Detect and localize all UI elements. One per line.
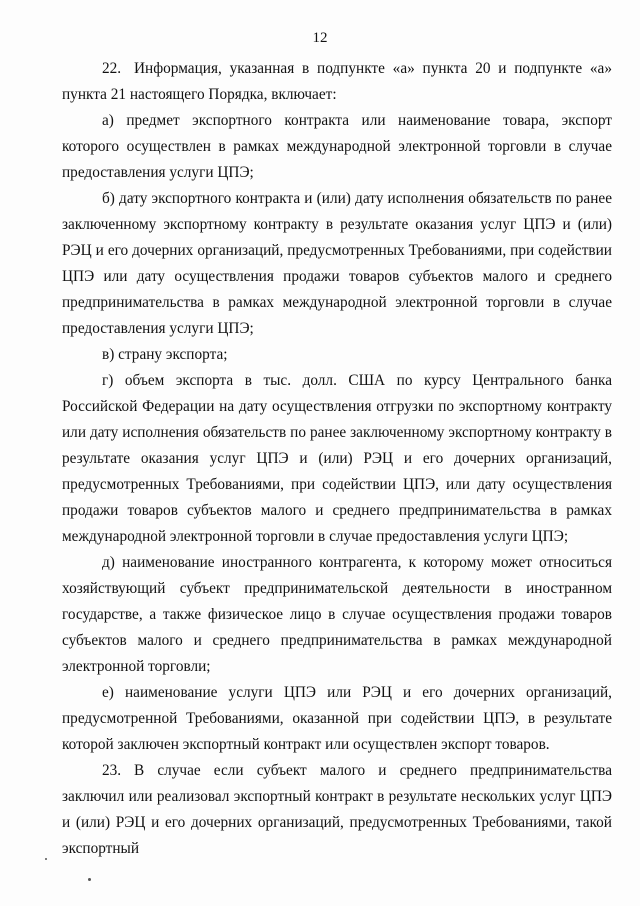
paragraph-item-d — [62, 550, 612, 680]
paragraph-text: в) страну экспорта; — [102, 346, 228, 363]
clause-number: 22. — [102, 60, 122, 77]
scan-speck — [88, 878, 91, 881]
paragraph-item-b — [62, 186, 612, 342]
scan-speck — [45, 858, 47, 860]
paragraph-text: г) объем экспорта в тыс. долл. США по курсу Центрального банка Российской Федерации на дату осуществления отгрузки по экспортному контракту или дату исполнения обязательств по ранее заключенному экспортному контракту в результате оказания услуг ЦПЭ и (или) РЭЦ и его дочерних организаций, предусмотренных Требованиями, при содействии ЦПЭ, или дату осуществления продажи товаров субъектов малого и среднего предпринимательства в рамках международной электронной торговли в случае предоставления услуги ЦПЭ; — [62, 372, 612, 545]
paragraph-item-e — [62, 680, 612, 758]
paragraph-item-a — [62, 108, 612, 186]
paragraph-23 — [62, 758, 612, 862]
page-number: 12 — [312, 30, 328, 46]
paragraph-item-v — [62, 342, 612, 368]
paragraph-item-g — [62, 368, 612, 550]
document-body — [62, 56, 612, 862]
paragraph-text: В случае если субъект малого и среднего предпринимательства заключил или реализовал экспортный контракт в результате нескольких услуг ЦПЭ и (или) РЭЦ и его дочерних организаций, предусмотренных Требованиями, такой экспортный — [62, 762, 612, 857]
paragraph-text: б) дату экспортного контракта и (или) дату исполнения обязательств по ранее заключенному экспортному контракту в результате оказания услуг ЦПЭ и (или) РЭЦ и его дочерних организаций, предусмотренных Требованиями, при содействии ЦПЭ или дату осуществления продажи товаров субъектов малого и среднего предпринимательства в рамках международной электронной торговли в случае предоставления услуги ЦПЭ; — [62, 190, 612, 337]
paragraph-22 — [62, 56, 612, 108]
clause-number: 23. — [102, 762, 122, 779]
paragraph-text: а) предмет экспортного контракта или наименование товара, экспорт которого осуществлен в рамках международной электронной торговли в случае предоставления услуги ЦПЭ; — [62, 112, 612, 181]
paragraph-text: е) наименование услуги ЦПЭ или РЭЦ и его дочерних организаций, предусмотренной Требованиями, оказанной при содействии ЦПЭ, в результате которой заключен экспортный контракт или осуществлен экспорт товаров. — [62, 684, 612, 753]
paragraph-text: Информация, указанная в подпункте «а» пункта 20 и подпункте «а» пункта 21 настоящего Порядка, включает: — [62, 60, 612, 103]
paragraph-text: д) наименование иностранного контрагента, к которому может относиться хозяйствующий субъект предпринимательской деятельности в иностранном государстве, а также физическое лицо в случае осуществления продажи товаров субъектов малого и среднего предпринимательства в рамках международной электронной торговли; — [62, 554, 612, 675]
